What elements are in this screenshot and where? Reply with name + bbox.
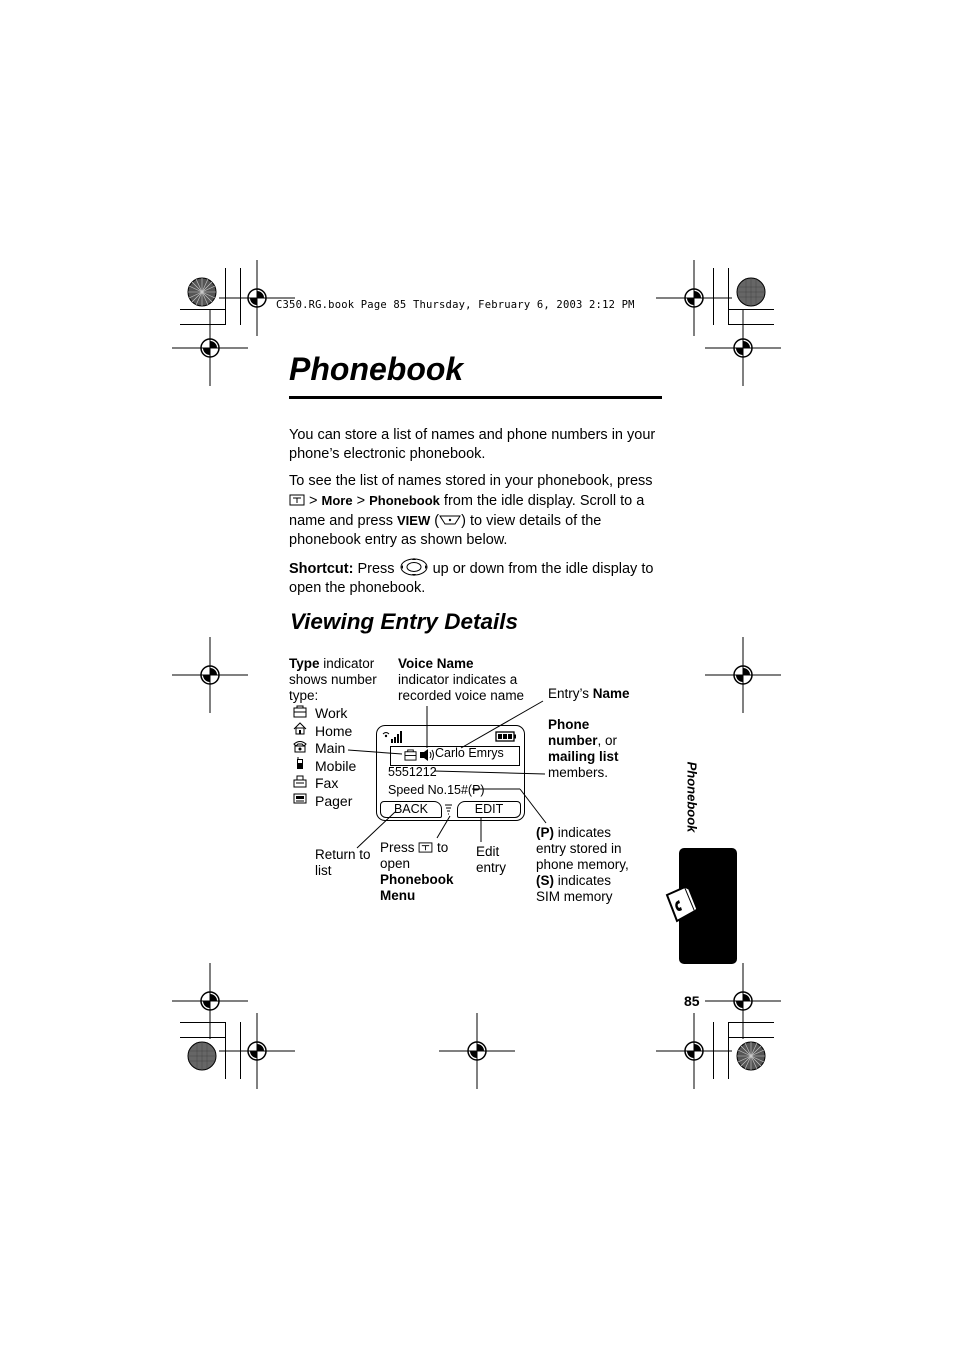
page-title: Phonebook [289, 351, 464, 387]
type-indicator-callout: Type indicator shows number type: [289, 656, 377, 703]
voice-name-callout: Voice Name indicator indicates a recorded voice name [398, 656, 525, 703]
entry-name: Carlo Emrys [435, 746, 504, 760]
entry-number: 5551212 [388, 765, 437, 779]
list-item: Work [293, 705, 356, 723]
shortcut-paragraph: Shortcut: Press up or down from the idle display to open the phonebook. [289, 557, 664, 598]
print-header: C350.RG.book Page 85 Thursday, February 6, 2003 2:12 PM [276, 299, 635, 311]
list-item: Fax [293, 775, 356, 793]
memory-location-callout: (P) indicates entry stored in phone memory, (S) indicates SIM memory [536, 825, 629, 904]
phonebook-menu-callout: Press to open Phonebook Menu [380, 840, 454, 903]
list-item: Pager [293, 793, 356, 811]
section-heading: Viewing Entry Details [290, 609, 518, 634]
page-number: 85 [684, 993, 700, 1009]
side-section-label: Phonebook [684, 761, 700, 833]
list-item: Main [293, 740, 356, 758]
return-to-list-callout: Return to list [315, 847, 371, 878]
list-item: Home [293, 723, 356, 741]
phonebook-book-icon [663, 885, 699, 925]
edit-entry-callout: Edit entry [476, 844, 507, 875]
list-item: Mobile [293, 758, 356, 776]
instructions-paragraph: To see the list of names stored in your phonebook, press > More > Phonebook from the idle display. Scroll to a name and press VIEW ( ) to view details of the phonebook entry as shown below. [289, 473, 653, 548]
entry-name-callout: Entry’s Name [548, 686, 630, 701]
phone-number-callout: Phone number, or mailing list members. [548, 717, 619, 780]
edit-soft-key[interactable]: EDIT [457, 801, 521, 818]
intro-paragraph: You can store a list of names and phone numbers in your phone’s electronic phonebook. [289, 427, 656, 462]
back-soft-key[interactable]: BACK [380, 801, 442, 818]
speed-dial-number: Speed No.15#(P) [388, 783, 485, 797]
